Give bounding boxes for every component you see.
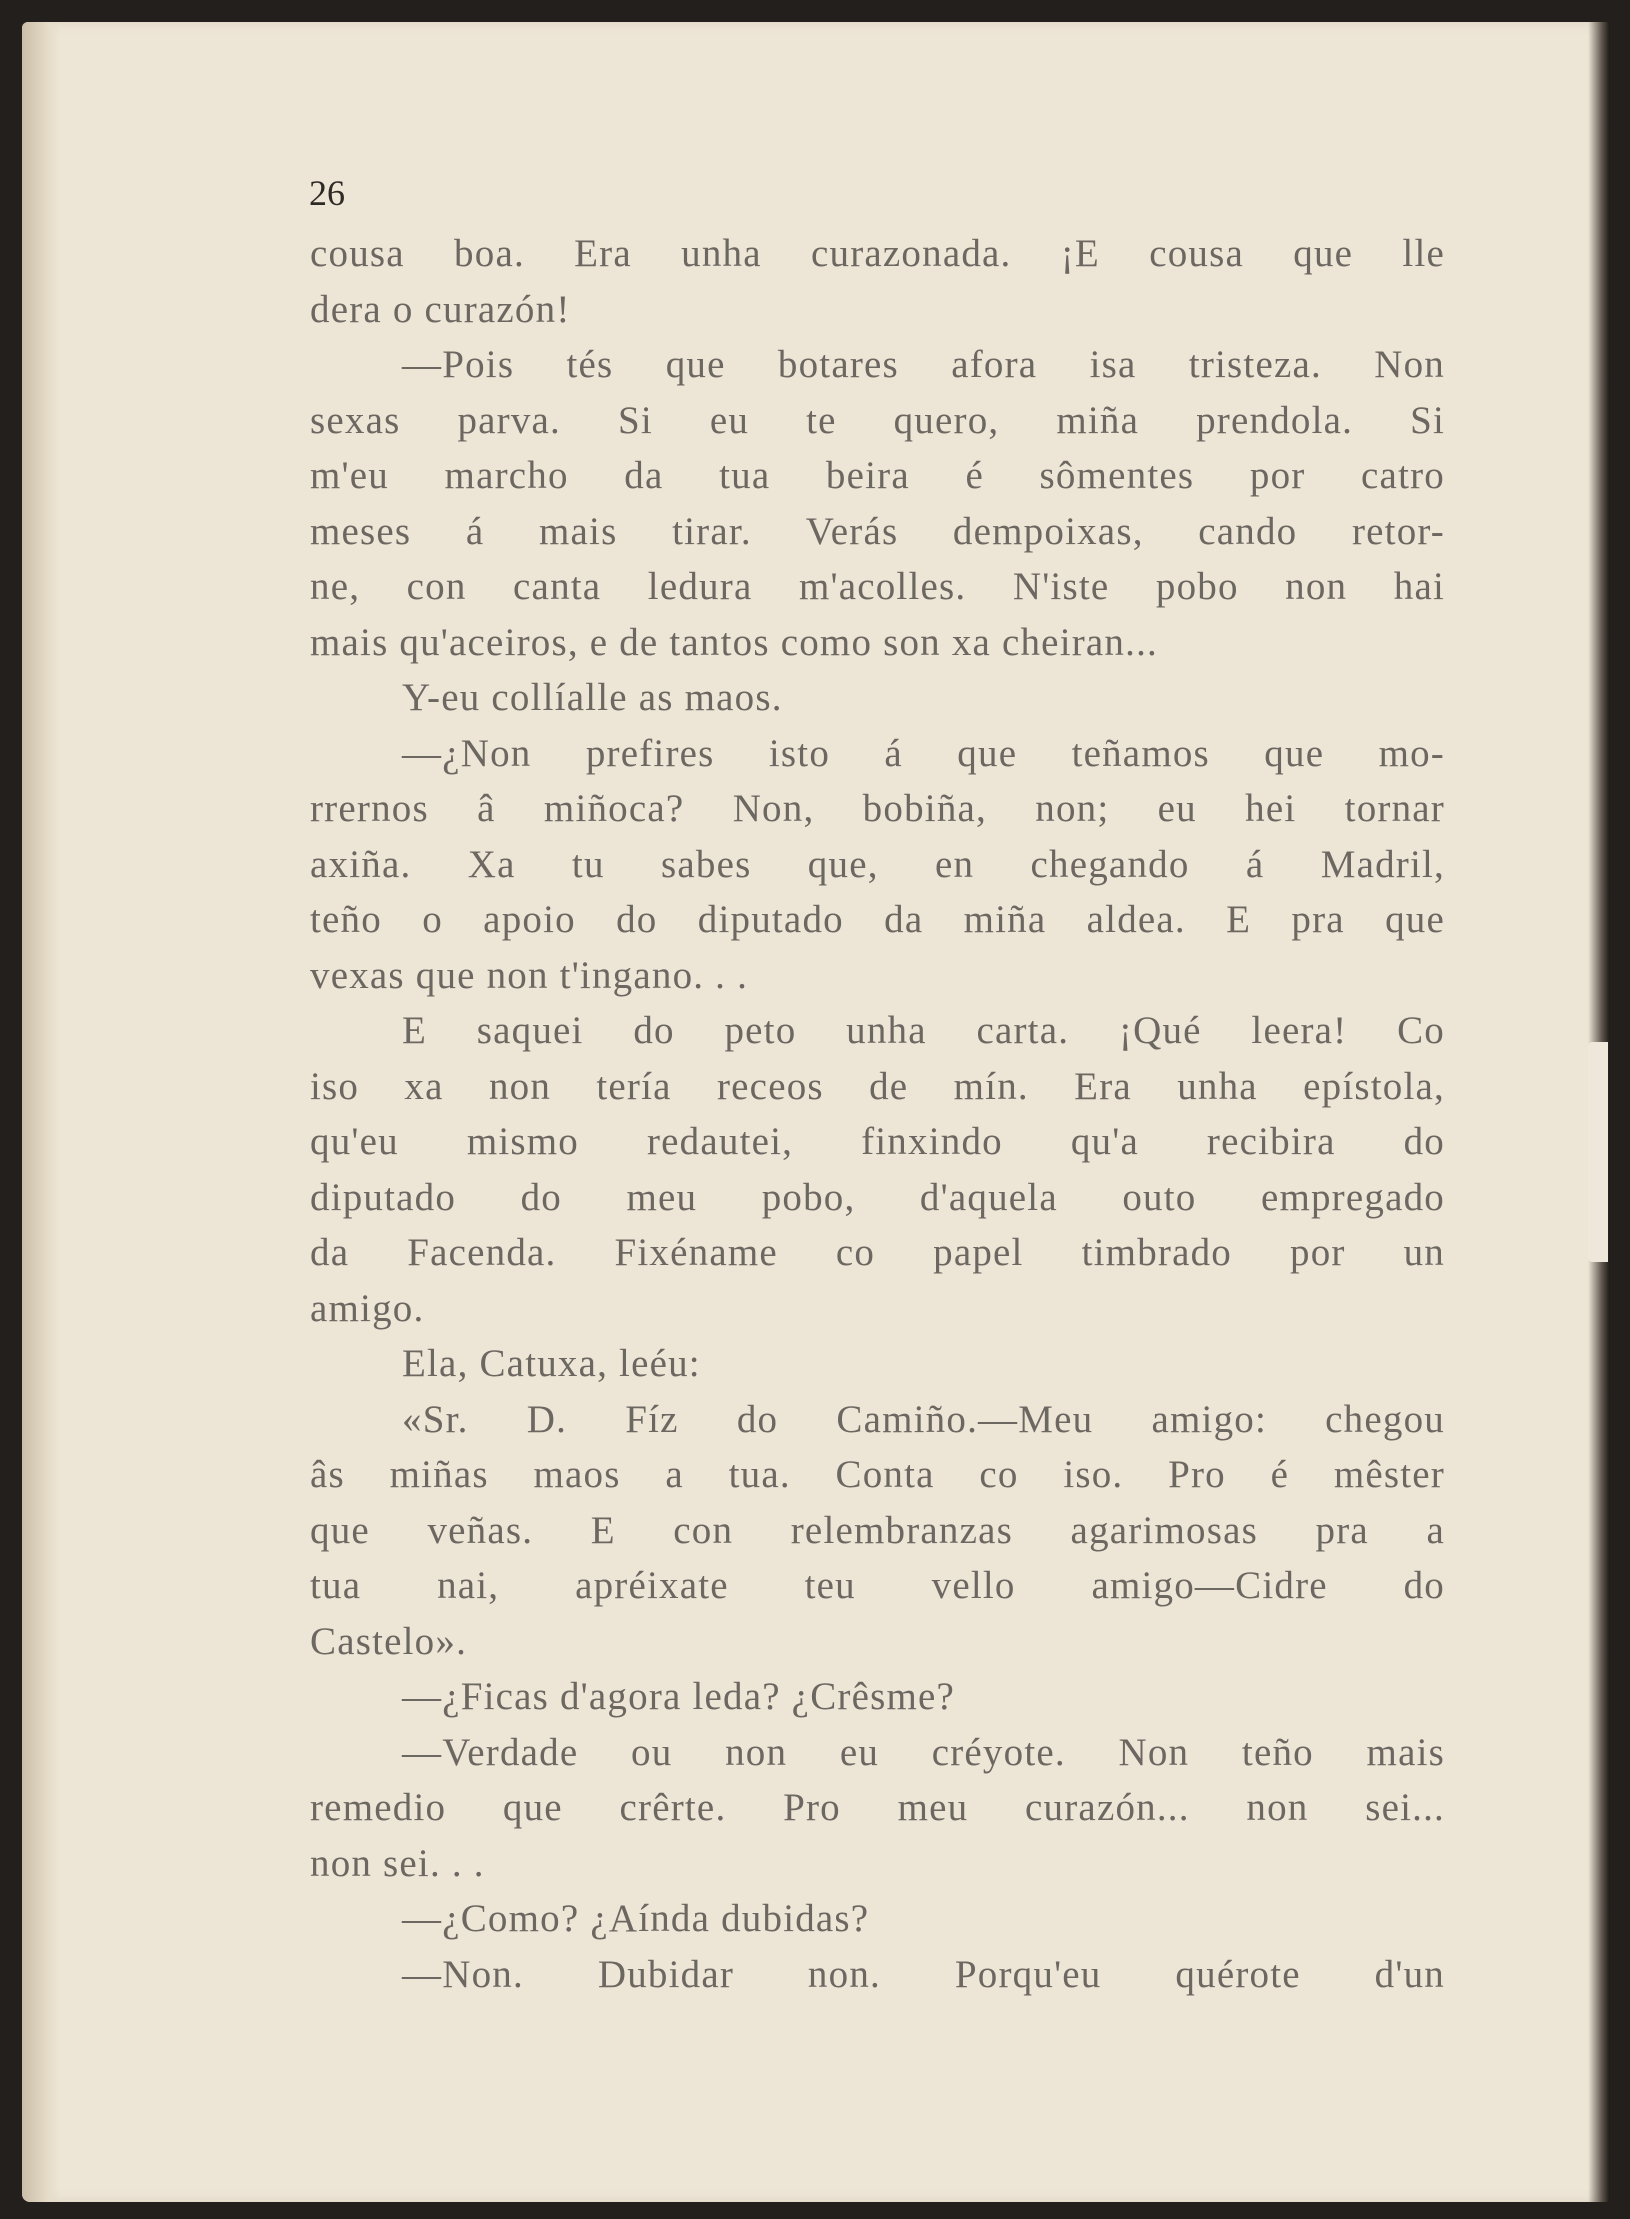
text-line: Ela, Catuxa, leéu:: [402, 1342, 701, 1385]
page-binding-edge: [22, 22, 60, 2202]
text-line: —Pois tés que botares afora isa tristeza. Non: [402, 343, 1445, 386]
text-line: m'eu marcho da tua beira é sômentes por catro: [310, 454, 1445, 497]
text-line: qu'eu mismo redautei, finxindo qu'a recibira do: [310, 1120, 1445, 1163]
page-edge-tab: [1588, 1042, 1608, 1262]
body-text: [310, 226, 1445, 2002]
text-line: non sei. . .: [310, 1841, 485, 1885]
text-line: —Verdade ou non eu créyote. Non teño mais: [402, 1730, 1445, 1774]
text-line: Castelo».: [310, 1619, 468, 1663]
text-line: amigo.: [310, 1286, 425, 1330]
text-line: da Facenda. Fixéname co papel timbrado por un: [310, 1231, 1445, 1274]
text-line: —¿Como? ¿Aínda dubidas?: [402, 1897, 870, 1940]
text-line: rrernos â miñoca? Non, bobiña, non; eu hei tornar: [310, 787, 1445, 830]
text-line: diputado do meu pobo, d'aquela outo empregado: [310, 1175, 1445, 1219]
page-number: 26: [309, 173, 345, 213]
text-line: dera o curazón!: [310, 287, 571, 331]
text-line: meses á mais tirar. Verás dempoixas, cando retor-: [310, 509, 1445, 553]
text-line: —Non. Dubidar non. Porqu'eu quérote d'un: [402, 1952, 1445, 1996]
text-line: que veñas. E con relembranzas agarimosas pra a: [310, 1508, 1445, 1552]
text-line: —¿Non prefires isto á que teñamos que mo-: [402, 731, 1445, 775]
text-line: vexas que non t'ingano. . .: [310, 953, 749, 997]
text-line: E saquei do peto unha carta. ¡Qué leera! Co: [402, 1009, 1445, 1052]
text-line: iso xa non tería receos de mín. Era unha epístola,: [310, 1064, 1445, 1108]
text-line: «Sr. D. Fíz do Camiño.—Meu amigo: chegou: [402, 1397, 1445, 1441]
text-line: teño o apoio do diputado da miña aldea. E pra que: [310, 898, 1445, 941]
text-line: mais qu'aceiros, e de tantos como son xa cheiran...: [310, 620, 1158, 664]
text-line: axiña. Xa tu sabes que, en chegando á Madril,: [310, 842, 1445, 886]
text-line: remedio que crêrte. Pro meu curazón... non sei...: [310, 1786, 1445, 1829]
text-line: âs miñas maos a tua. Conta co iso. Pro é mêster: [310, 1453, 1445, 1496]
text-line: tua nai, apréixate teu vello amigo—Cidre do: [310, 1564, 1445, 1607]
text-line: cousa boa. Era unha curazonada. ¡E cousa que lle: [310, 232, 1445, 275]
text-line: ne, con canta ledura m'acolles. N'iste pobo non hai: [310, 565, 1445, 608]
text-line: sexas parva. Si eu te quero, miña prendola. Si: [310, 398, 1445, 442]
text-line: —¿Ficas d'agora leda? ¿Crêsme?: [402, 1675, 956, 1718]
text-line: Y-eu collíalle as maos.: [402, 676, 783, 719]
